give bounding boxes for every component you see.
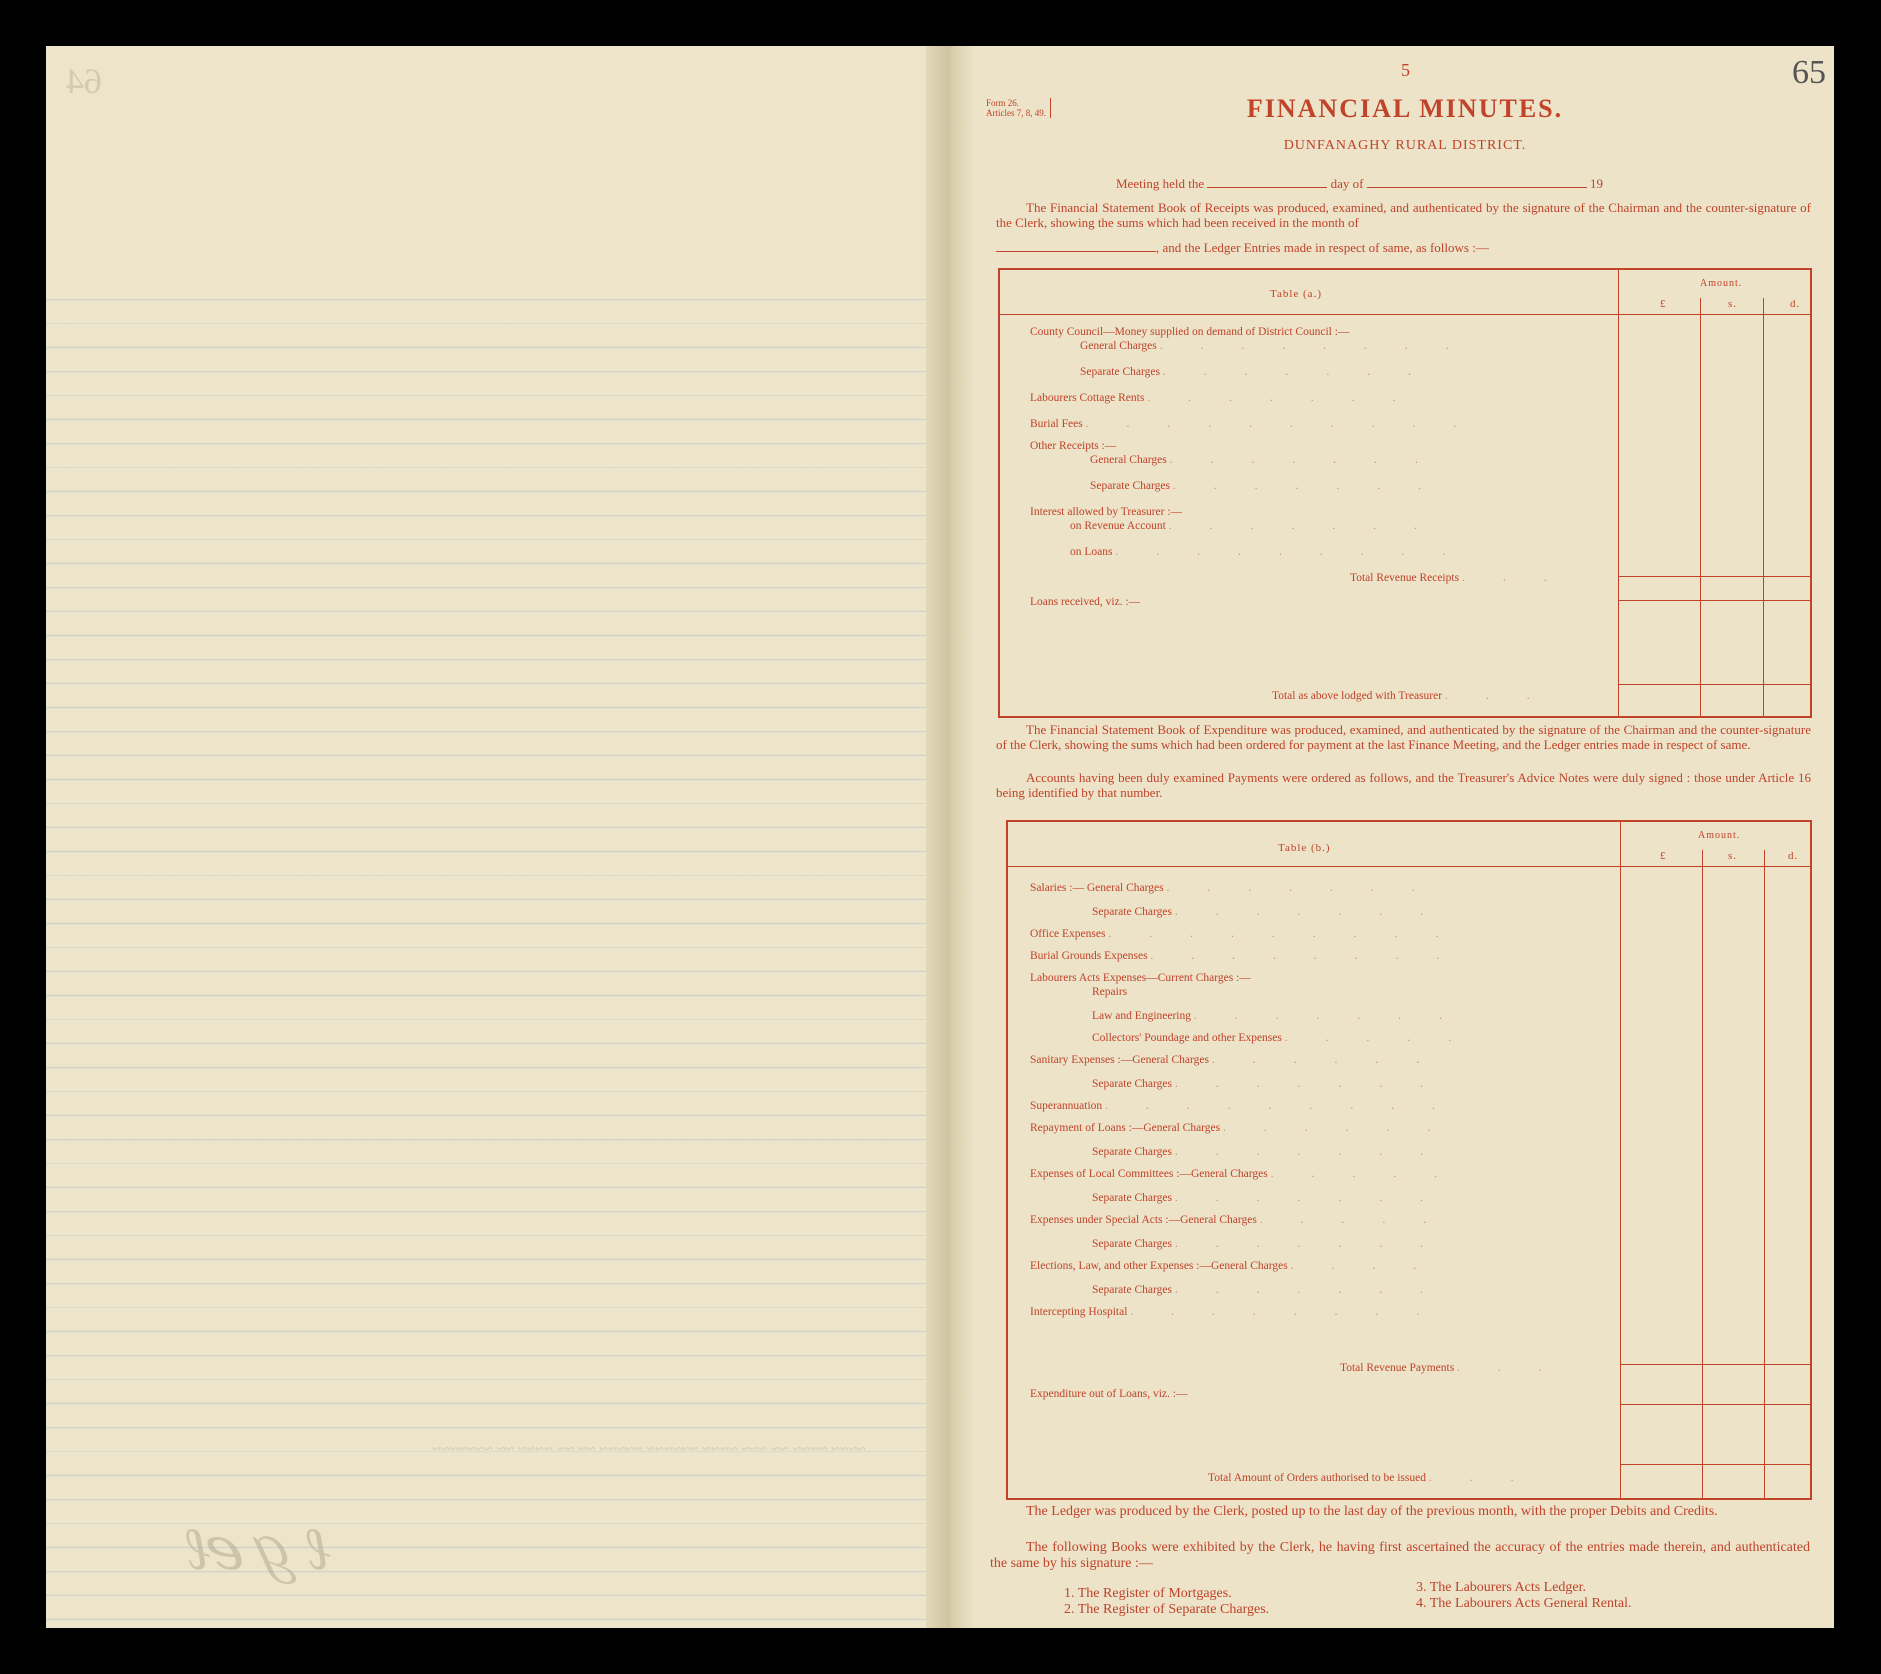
receipts-end-text: , and the Ledger Entries made in respect of same, as follows :— xyxy=(1156,240,1489,255)
table-b-heading: Table (b.) xyxy=(1278,842,1331,854)
table-row: Sanitary Expenses :—General Charges ...... xyxy=(1030,1054,1458,1066)
right-page xyxy=(976,46,1834,1628)
table-row: Expenses of Local Committees :—General Charges ..... xyxy=(1030,1168,1475,1180)
table-row: Separate Charges ....... xyxy=(1092,906,1461,918)
table-a-total-line xyxy=(1618,684,1810,685)
table-a-col-line xyxy=(1700,298,1701,716)
table-row: Separate Charges ....... xyxy=(1092,1238,1461,1250)
table-row: Total Revenue Receipts ... xyxy=(1350,572,1585,584)
table-row: Burial Fees .......... xyxy=(1030,418,1495,430)
table-b-total-line xyxy=(1620,1364,1810,1365)
table-b-total-line xyxy=(1620,1404,1810,1405)
table-row: on Revenue Account ....... xyxy=(1070,520,1455,532)
table-row: Separate Charges ....... xyxy=(1090,480,1459,492)
receipts-text: The Financial Statement Book of Receipts was produced, examined, and authenticated by the signature of the Chairman and the counter-signature of the Clerk, showing the sums which had been received in the month of xyxy=(996,200,1811,230)
page-marker: 5 xyxy=(1401,60,1410,80)
list-item: 2. The Register of Separate Charges. xyxy=(1064,1602,1270,1617)
table-row: Repairs xyxy=(1092,986,1128,998)
meeting-year: 19 xyxy=(1589,176,1603,191)
table-row: Separate Charges ....... xyxy=(1092,1078,1461,1090)
bleed-through-signature: ℓℊℯℓ xyxy=(186,1516,332,1582)
table-a xyxy=(998,268,1812,718)
meeting-month-blank[interactable] xyxy=(1367,187,1587,188)
expenditure-paragraph: The Financial Statement Book of Expenditure was produced, examined, and authenticated by the signature of the Chairman and the counter-signature of the Clerk, showing the sums which had been ordered for payment at the last Finance Meeting, and the Ledger entries made in respect of same. xyxy=(996,722,1811,752)
table-row: Separate Charges ....... xyxy=(1092,1284,1461,1296)
table-row: Collectors' Poundage and other Expenses ..... xyxy=(1092,1032,1490,1044)
table-a-header-line xyxy=(1000,314,1810,315)
list-item: 3. The Labourers Acts Ledger. xyxy=(1416,1580,1587,1595)
table-a-amount-label: Amount. xyxy=(1700,278,1743,289)
table-row: County Council—Money supplied on demand of District Council :— xyxy=(1030,326,1350,338)
table-row: Expenses under Special Acts :—General Charges ..... xyxy=(1030,1214,1465,1226)
table-row: Office Expenses ......... xyxy=(1030,928,1477,940)
list-item: 1. The Register of Mortgages. xyxy=(1064,1586,1232,1601)
table-b-total-line xyxy=(1620,1464,1810,1465)
table-row: on Loans ......... xyxy=(1070,546,1484,558)
table-b-col-line xyxy=(1764,850,1765,1498)
table-row: Loans received, viz. :— xyxy=(1030,596,1141,608)
district-name: DUNFANAGHY RURAL DISTRICT. xyxy=(1283,138,1527,153)
ledger-paragraph: The Ledger was produced by the Clerk, posted up to the last day of the previous month, with the proper Debits and Credits. xyxy=(1026,1504,1718,1519)
table-a-divider xyxy=(1618,270,1619,716)
table-row: Interest allowed by Treasurer :— xyxy=(1030,506,1183,518)
table-row: Separate Charges ....... xyxy=(1092,1192,1461,1204)
table-b-col-pounds: £ xyxy=(1660,850,1667,862)
table-b-amount-label: Amount. xyxy=(1698,830,1741,841)
table-row: Burial Grounds Expenses ........ xyxy=(1030,950,1478,962)
table-a-total-line xyxy=(1618,600,1810,601)
meeting-day-of: day of xyxy=(1330,176,1364,191)
meeting-prefix: Meeting held the xyxy=(1116,176,1205,191)
table-row: Expenditure out of Loans, viz. :— xyxy=(1030,1388,1188,1400)
list-item: 4. The Labourers Acts General Rental. xyxy=(1416,1596,1632,1611)
table-row: General Charges ........ xyxy=(1080,340,1487,352)
table-b-col-line xyxy=(1702,850,1703,1498)
table-a-total-line xyxy=(1618,576,1810,577)
receipts-paragraph xyxy=(996,200,1811,230)
left-page-number: 64 xyxy=(66,61,102,101)
table-row: Separate Charges ....... xyxy=(1080,366,1449,378)
table-a-col-shillings: s. xyxy=(1728,298,1738,310)
form-ref-line1: Form 26. xyxy=(986,98,1020,108)
ledger-spread xyxy=(46,46,1834,1628)
left-page-top xyxy=(46,46,926,276)
table-a-col-pounds: £ xyxy=(1660,298,1667,310)
table-row: Superannuation ......... xyxy=(1030,1100,1473,1112)
table-row: Labourers Cottage Rents ....... xyxy=(1030,392,1434,404)
table-row: Total as above lodged with Treasurer ... xyxy=(1272,690,1568,702)
table-b xyxy=(1006,820,1812,1500)
table-row: General Charges ....... xyxy=(1090,454,1456,466)
table-b-col-shillings: s. xyxy=(1728,850,1738,862)
receipts-month-blank[interactable] xyxy=(996,251,1156,252)
table-row: Separate Charges ....... xyxy=(1092,1146,1461,1158)
table-row: Total Revenue Payments ... xyxy=(1340,1362,1580,1374)
accounts-paragraph: Accounts having been duly examined Payments were ordered as follows, and the Treasurer's Advice Notes were duly signed : those under Article 16 being identified by that number. xyxy=(996,770,1811,800)
receipts-paragraph-end xyxy=(996,240,1811,255)
table-b-col-pence: d. xyxy=(1788,850,1799,862)
table-row: Labourers Acts Expenses—Current Charges :— xyxy=(1030,972,1251,984)
page-title: FINANCIAL MINUTES. xyxy=(1246,94,1564,123)
table-row: Other Receipts :— xyxy=(1030,440,1117,452)
meeting-day-blank[interactable] xyxy=(1207,187,1327,188)
table-row: Elections, Law, and other Expenses :—General Charges .... xyxy=(1030,1260,1455,1272)
table-a-col-line xyxy=(1763,298,1764,716)
bleed-through-text: ~~~~ ~~~~ ~~ ~~~ ~~~~ ~~~~~~ ~~~~~ ~~ ~~ ~~~~ ~~ ~~~~~~~ xyxy=(432,1441,866,1458)
books-list-right xyxy=(1416,1580,1632,1612)
table-row: Law and Engineering ....... xyxy=(1092,1010,1480,1022)
books-paragraph: The following Books were exhibited by the Clerk, he having first ascertained the accuracy of the entries made therein, and authenticated the same by his signature :— xyxy=(990,1540,1810,1571)
form-ref-line2: Articles 7, 8, 49. xyxy=(986,108,1046,118)
table-row: Total Amount of Orders authorised to be issued ... xyxy=(1208,1472,1552,1484)
meeting-line xyxy=(1116,176,1676,191)
table-a-col-pence: d. xyxy=(1790,298,1801,310)
book-gutter xyxy=(926,46,976,1628)
table-b-divider xyxy=(1620,822,1621,1498)
table-row: Intercepting Hospital ........ xyxy=(1030,1306,1458,1318)
left-page xyxy=(46,46,926,1628)
books-list-left xyxy=(1064,1586,1269,1618)
table-b-header-line xyxy=(1008,866,1810,867)
table-row: Repayment of Loans :—General Charges ...... xyxy=(1030,1122,1469,1134)
right-page-number: 65 xyxy=(1792,54,1826,91)
table-row: Salaries :— General Charges ....... xyxy=(1030,882,1453,894)
table-a-heading: Table (a.) xyxy=(1270,288,1322,300)
